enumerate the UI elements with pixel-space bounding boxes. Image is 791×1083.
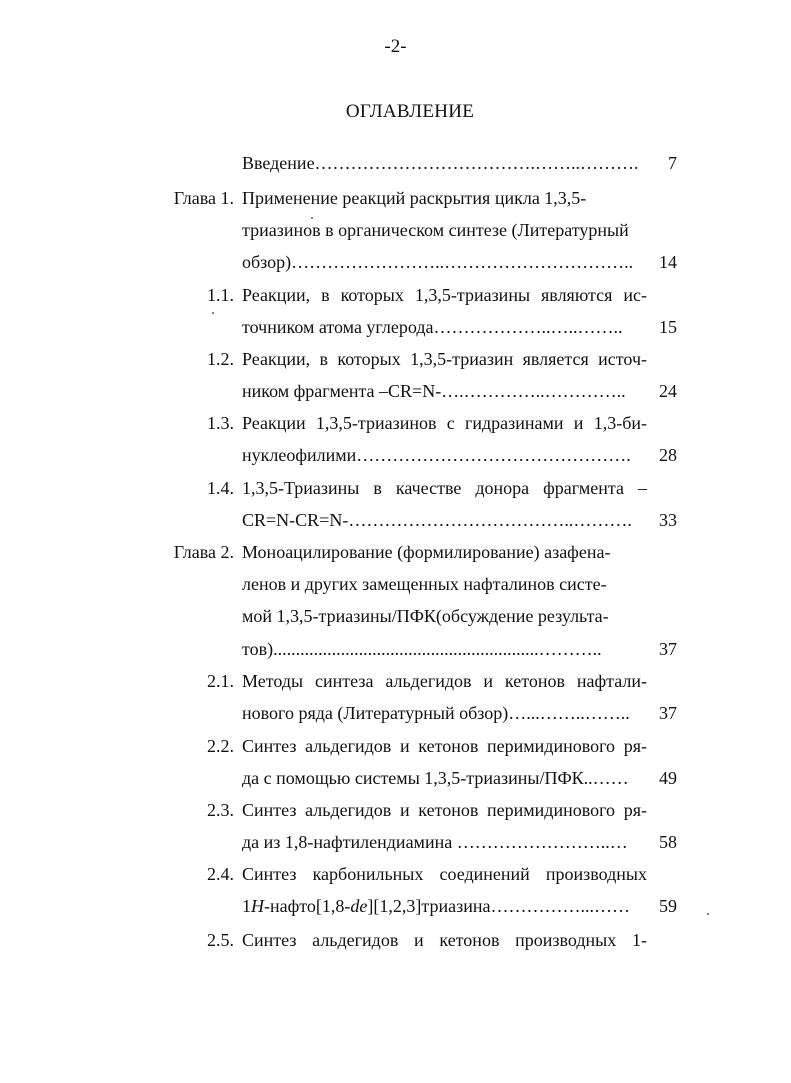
toc-entry-page: 58 — [659, 832, 677, 852]
toc-entry-page: 37 — [659, 639, 677, 659]
toc-entry-page: 7 — [668, 153, 677, 173]
toc-entry-text: точником атома углерода………………..…..…….. — [242, 317, 623, 337]
toc-entry-page: 15 — [659, 317, 677, 337]
toc-entry-text: да из 1,8-нафтилендиамина ……………………..… — [242, 832, 628, 852]
toc-entry-text: триазинов в органическом синтезе (Литературный — [242, 220, 629, 240]
toc-entry-text: нового ряда (Литературный обзор)…...……..…….. — [242, 703, 630, 723]
toc-entry-text: мой 1,3,5-триазины/ПФК(обсуждение результа- — [242, 606, 609, 626]
toc-entry-continuation — [0, 505, 791, 535]
toc-entry-label: 2.3. — [207, 800, 234, 820]
toc-entry-continuation — [0, 698, 791, 728]
toc-entry-page: 49 — [659, 768, 677, 788]
toc-entry-text: нуклеофилими………………………………………. — [242, 445, 631, 465]
text-fragment: 1 — [242, 896, 251, 916]
toc-entry-text: Синтез карбонильных соединений производных — [242, 864, 647, 884]
toc-entry-text: ником фрагмента –CR=N-….…………..………….. — [242, 381, 626, 401]
toc-entry-continuation — [0, 763, 791, 793]
toc-entry-2-4[interactable] — [0, 859, 791, 889]
toc-entry-label: 2.5. — [207, 930, 234, 950]
toc-entry-introduction[interactable] — [0, 148, 791, 178]
toc-entry-continuation — [0, 601, 791, 631]
toc-entry-text: обзор)……………………..………………………….. — [242, 252, 634, 272]
toc-entry-text — [242, 891, 630, 921]
toc-entry-text: Реакции 1,3,5-триазинов с гидразинами и 1,3-би- — [242, 413, 647, 433]
text-fragment: -нафто[1,8- — [264, 896, 351, 916]
toc-entry-1-1[interactable] — [0, 280, 791, 310]
text-fragment: ][1,2,3]триазина……………...…… — [367, 896, 630, 916]
toc-entry-text: Методы синтеза альдегидов и кетонов нафтали- — [242, 671, 647, 691]
toc-entry-chapter-2[interactable] — [0, 537, 791, 567]
toc-entry-2-2[interactable] — [0, 731, 791, 761]
toc-entry-2-3[interactable] — [0, 795, 791, 825]
toc-entry-continuation — [0, 827, 791, 857]
toc-entry-2-5[interactable] — [0, 925, 791, 955]
toc-entry-continuation — [0, 247, 791, 277]
toc-entry-page: 14 — [659, 252, 677, 272]
toc-entry-continuation — [0, 215, 791, 245]
toc-entry-label: 1.2. — [207, 349, 234, 369]
toc-entry-text: Применение реакций раскрытия цикла 1,3,5- — [242, 188, 587, 208]
toc-entry-text: 1,3,5-Триазины в качестве донора фрагмента – — [242, 478, 647, 498]
toc-entry-label: 2.1. — [207, 671, 234, 691]
toc-entry-continuation — [0, 891, 791, 921]
toc-entry-text: Синтез альдегидов и кетонов перимидинового ря- — [242, 736, 647, 756]
toc-entry-text: Синтез альдегидов и кетонов перимидинового ря- — [242, 800, 647, 820]
page-number: -2- — [384, 36, 407, 57]
scan-speck — [707, 913, 709, 915]
toc-entry-2-1[interactable] — [0, 666, 791, 696]
toc-entry-text: Моноацилирование (формилирование) азафена- — [242, 542, 611, 562]
toc-entry-label: 1.4. — [207, 478, 234, 498]
toc-entry-label: 1.3. — [207, 413, 234, 433]
toc-entry-label: 2.4. — [207, 864, 234, 884]
toc-title: ОГЛАВЛЕНИЕ — [345, 101, 475, 122]
toc-entry-text: Введение……………………………….……..………. — [242, 153, 639, 173]
toc-entry-continuation — [0, 634, 791, 664]
toc-entry-text: CR=N-CR=N-………………………………..………. — [242, 510, 632, 530]
toc-entry-text: Реакции, в которых 1,3,5-триазин является источ- — [242, 349, 647, 369]
toc-entry-chapter-1[interactable] — [0, 183, 791, 213]
toc-entry-text: тов)...........................................................……….. — [242, 639, 602, 659]
toc-entry-page: 33 — [659, 510, 677, 530]
scan-speck — [212, 312, 214, 314]
toc-entry-page: 28 — [659, 445, 677, 465]
toc-entry-1-4[interactable] — [0, 473, 791, 503]
toc-entry-1-2[interactable] — [0, 344, 791, 374]
toc-entry-text: Синтез альдегидов и кетонов производных 1- — [242, 930, 647, 950]
toc-entry-text: Реакции, в которых 1,3,5-триазины являются ис- — [242, 285, 647, 305]
toc-entry-continuation — [0, 312, 791, 342]
toc-entry-continuation — [0, 376, 791, 406]
toc-entry-page: 37 — [659, 703, 677, 723]
toc-entry-1-3[interactable] — [0, 408, 791, 438]
toc-entry-label: 2.2. — [207, 736, 234, 756]
toc-entry-page: 24 — [659, 381, 677, 401]
toc-entry-continuation — [0, 440, 791, 470]
text-fragment-italic: H — [251, 896, 264, 916]
toc-entry-text: ленов и других замещенных нафталинов систе- — [242, 574, 607, 594]
toc-entry-page: 59 — [659, 896, 677, 916]
toc-entry-label: 1.1. — [207, 285, 234, 305]
toc-entry-label: Глава 1. — [173, 188, 234, 208]
toc-entry-text: да с помощью системы 1,3,5-триазины/ПФК..…… — [242, 768, 629, 788]
toc-entry-label: Глава 2. — [173, 542, 234, 562]
text-fragment-italic: de — [350, 896, 368, 916]
toc-entry-continuation — [0, 569, 791, 599]
scan-speck — [311, 217, 313, 219]
